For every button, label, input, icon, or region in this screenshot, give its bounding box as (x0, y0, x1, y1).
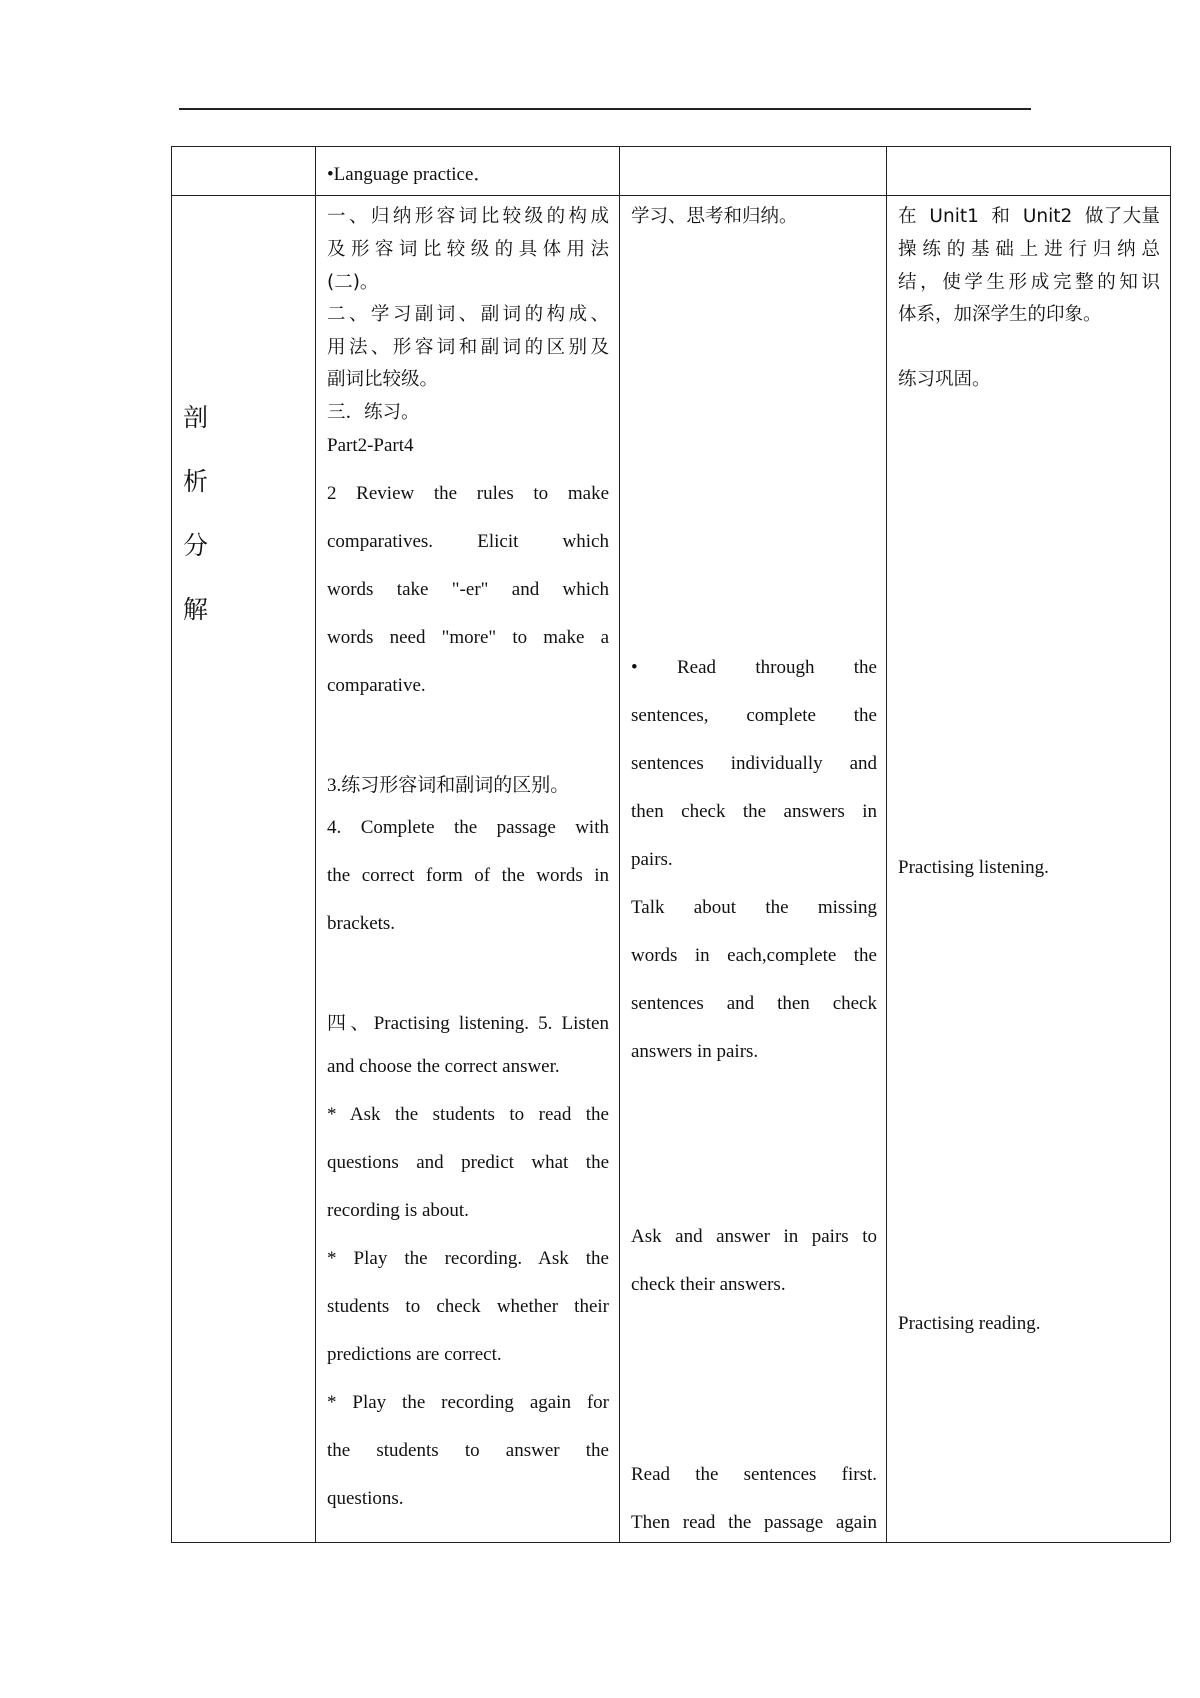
chinese-item: 一、归纳形容词比较级的构成 (327, 206, 609, 227)
listening-line: questions. (327, 1488, 404, 1509)
complete-line: 4. Complete the passage with (327, 817, 609, 838)
read-line: then check the answers in (631, 801, 877, 822)
passage-line: Read the sentences first. (631, 1464, 877, 1485)
read-line: words in each,complete the (631, 945, 877, 966)
part-range: Part2-Part4 (327, 435, 414, 456)
review-line: 2 Review the rules to make (327, 483, 609, 504)
reading-note: Practising reading. (898, 1313, 1041, 1334)
intent-line: 操练的基础上进行归纳总 (898, 239, 1160, 260)
intent-line: 体系，加深学生的印象。 (898, 304, 1102, 325)
listening-line: * Play the recording again for (327, 1392, 609, 1413)
listening-line: questions and predict what the (327, 1152, 609, 1173)
side-label-char: 剖 (183, 403, 209, 432)
ask-line: check their answers. (631, 1274, 786, 1295)
review-line: words take "-er" and which (327, 579, 609, 600)
listening-line: and choose the correct answer. (327, 1056, 560, 1077)
listening-line: * Ask the students to read the (327, 1104, 609, 1125)
table-border-left (171, 146, 172, 1542)
read-line: sentences and then check (631, 993, 877, 1014)
table-border-bottom (171, 1542, 1170, 1543)
listening-line: the students to answer the (327, 1440, 609, 1461)
read-line: Talk about the missing (631, 897, 877, 918)
listening-line: students to check whether their (327, 1296, 609, 1317)
chinese-item: 用法、形容词和副词的区别及 (327, 337, 609, 358)
chinese-item: (二)。 (327, 272, 379, 293)
complete-line: brackets. (327, 913, 396, 934)
table-col-divider-1 (315, 146, 316, 1542)
table-border-top (171, 146, 1170, 147)
chinese-item: 三．练习。 (327, 402, 420, 423)
side-label-char: 分 (183, 531, 209, 560)
read-line: sentences, complete the (631, 705, 877, 726)
read-line: answers in pairs. (631, 1041, 759, 1062)
practice-3: 3.练习形容词和副词的区别。 (327, 775, 570, 796)
read-line: sentences individually and (631, 753, 877, 774)
complete-line: the correct form of the words in (327, 865, 609, 886)
study-summary: 学习、思考和归纳。 (631, 206, 798, 227)
read-line: • Read through the (631, 657, 877, 678)
ask-line: Ask and answer in pairs to (631, 1226, 877, 1247)
read-line: pairs. (631, 849, 673, 870)
header-row-language-practice (327, 159, 609, 186)
side-label-char: 析 (183, 467, 209, 496)
listening-line: 四、Practising listening. 5. Listen (327, 1013, 609, 1034)
table-col-divider-3 (886, 146, 887, 1542)
side-label-char: 解 (183, 595, 209, 624)
consolidate-note: 练习巩固。 (898, 369, 991, 390)
table-col-divider-2 (619, 146, 620, 1542)
listening-line: predictions are correct. (327, 1344, 502, 1365)
chinese-item: 二、学习副词、副词的构成、 (327, 304, 609, 325)
table-row-divider (171, 195, 1170, 196)
chinese-item: 及形容词比较级的具体用法 (327, 239, 609, 260)
chinese-item: 副词比较级。 (327, 369, 439, 390)
passage-line: Then read the passage again (631, 1512, 877, 1533)
review-line: comparatives. Elicit which (327, 531, 609, 552)
intent-line: 在 Unit1 和 Unit2 做了大量 (898, 206, 1160, 227)
table-border-right (1170, 146, 1171, 1542)
listening-line: * Play the recording. Ask the (327, 1248, 609, 1269)
review-line: words need "more" to make a (327, 627, 609, 648)
review-line: comparative. (327, 675, 426, 696)
intent-line: 结，使学生形成完整的知识 (898, 272, 1160, 293)
listening-note: Practising listening. (898, 857, 1049, 878)
language-practice-text: •Language practice． (327, 164, 493, 185)
listening-line: recording is about. (327, 1200, 469, 1221)
header-rule (179, 108, 1031, 110)
